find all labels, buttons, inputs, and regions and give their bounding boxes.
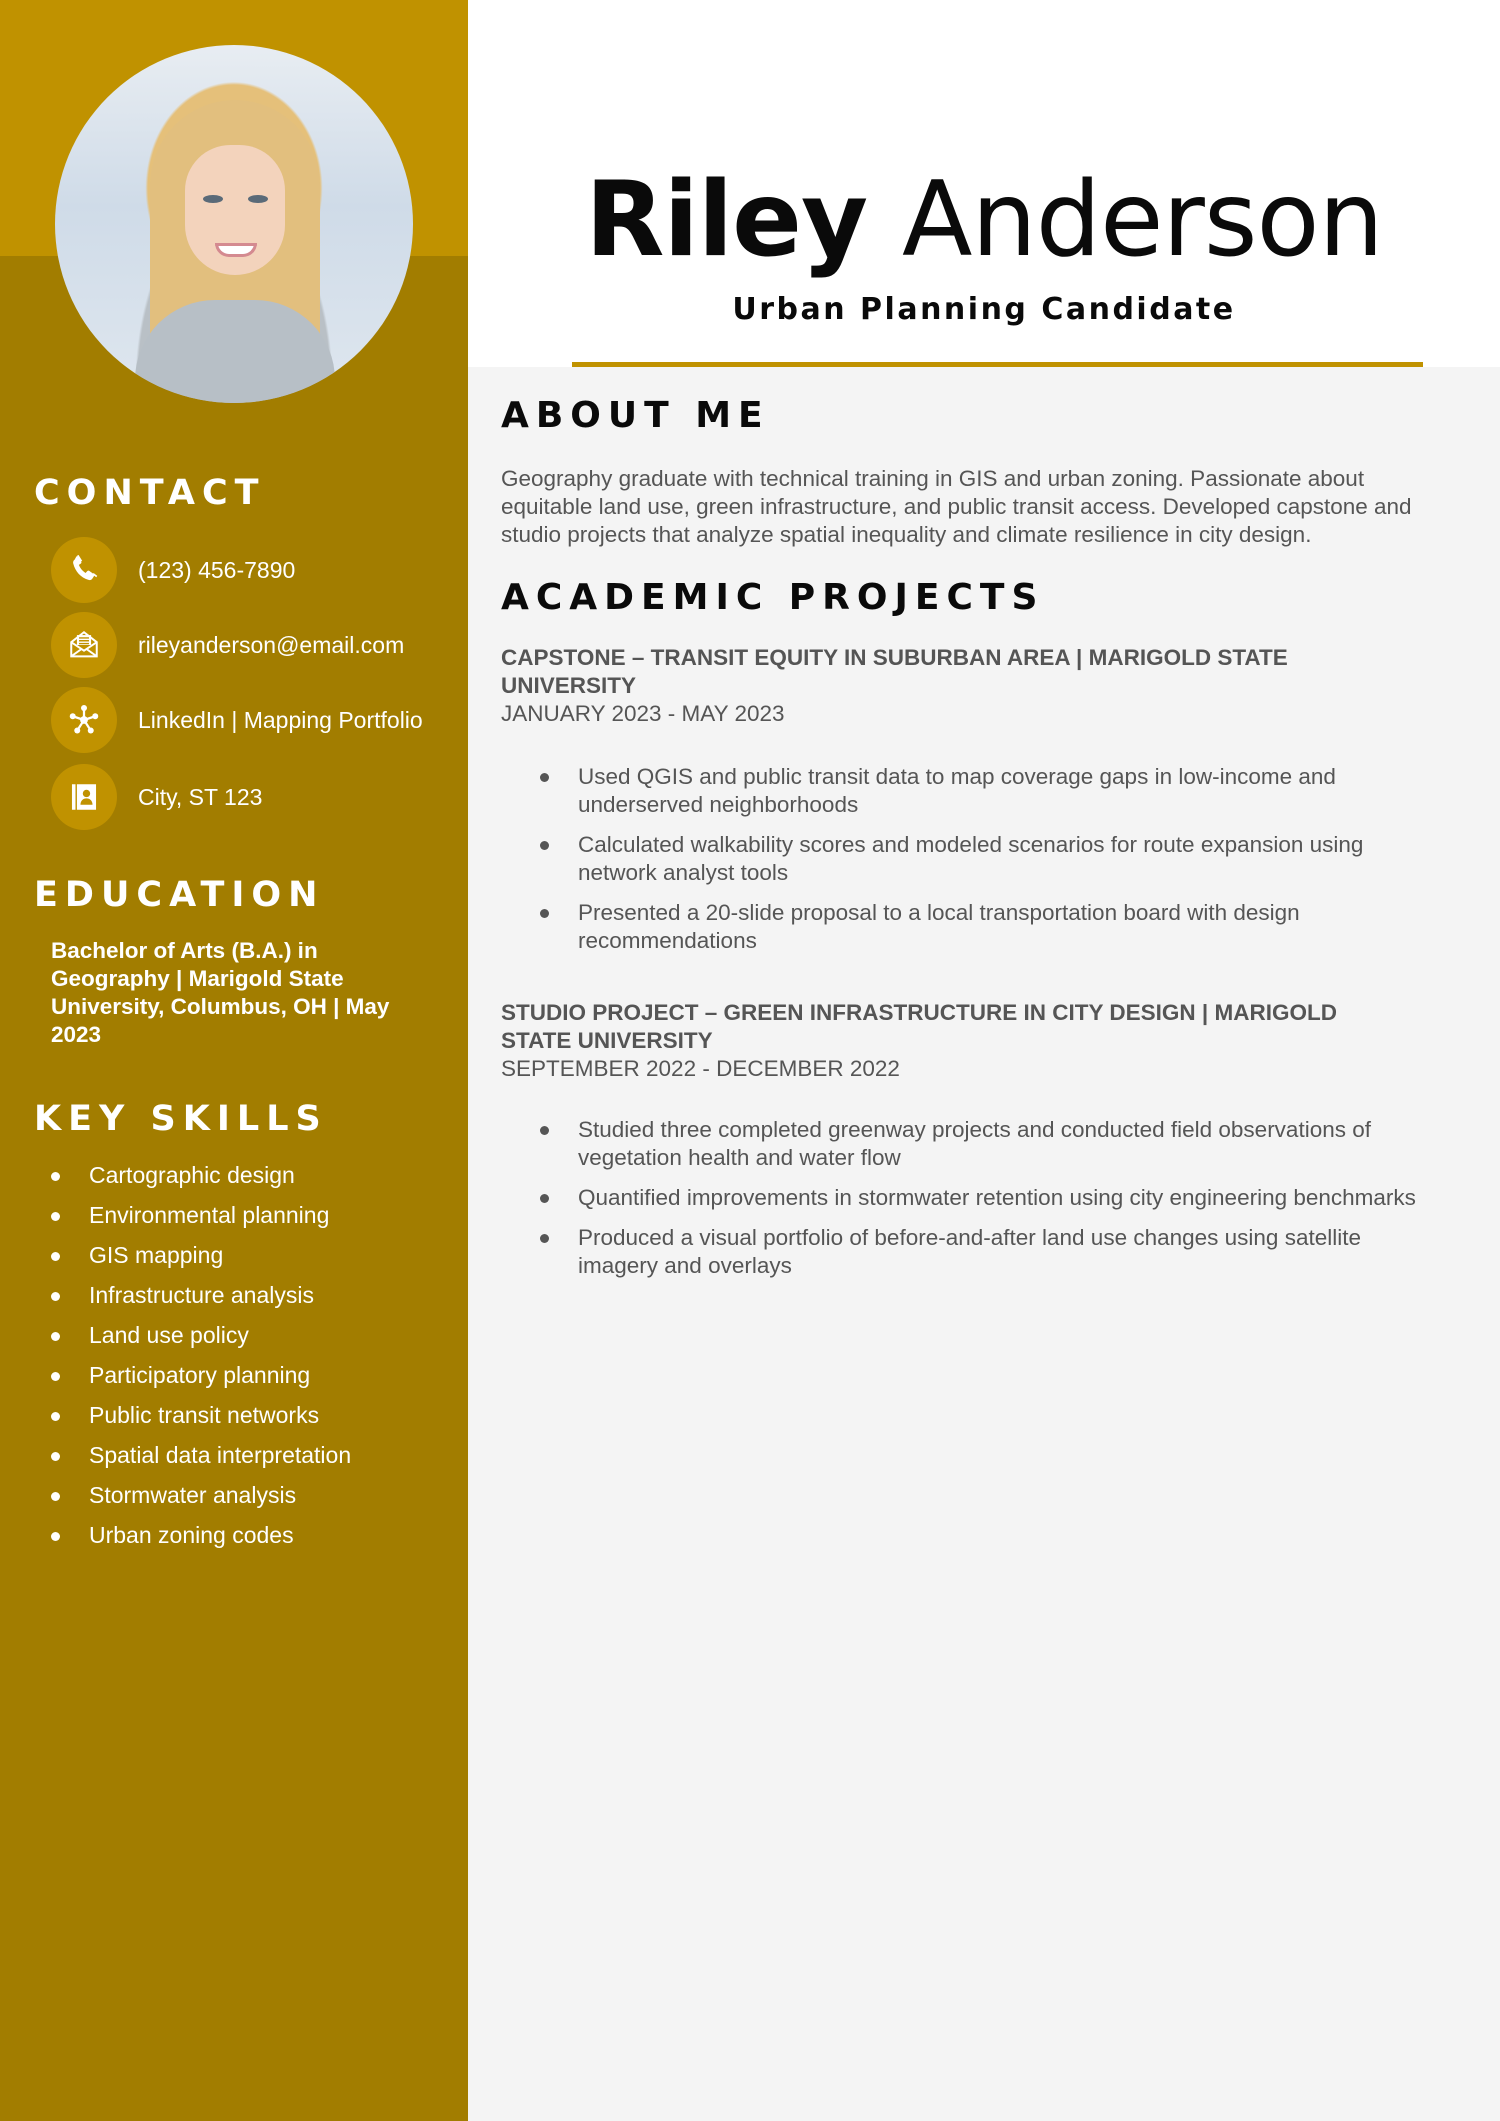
skill-item: Land use policy	[0, 1315, 351, 1355]
project-bullet: Used QGIS and public transit data to map coverage gaps in low-income and underserved neighborhoods	[501, 763, 1441, 819]
last-name: Anderson	[901, 160, 1383, 280]
photo-eye-left	[203, 195, 223, 203]
about-heading: ABOUT ME	[501, 395, 770, 436]
skill-item: Infrastructure analysis	[0, 1275, 351, 1315]
contact-address	[51, 764, 262, 830]
skill-item: Environmental planning	[0, 1195, 351, 1235]
address-book-icon	[51, 764, 117, 830]
project-title: CAPSTONE – TRANSIT EQUITY IN SUBURBAN AREA | MARIGOLD STATE UNIVERSITY	[501, 645, 1288, 698]
project-date: JANUARY 2023 - MAY 2023	[501, 701, 785, 726]
education-heading: EDUCATION	[34, 875, 325, 915]
project-bullet: Presented a 20-slide proposal to a local transportation board with design recommendations	[501, 899, 1441, 955]
contact-links-text[interactable]: LinkedIn | Mapping Portfolio	[138, 706, 423, 733]
skill-item: Stormwater analysis	[0, 1475, 351, 1515]
candidate-title: Urban Planning Candidate	[732, 292, 1236, 327]
contact-phone-text: (123) 456-7890	[138, 556, 296, 583]
about-text: Geography graduate with technical training in GIS and urban zoning. Passionate about equitable land use, green infrastructure, and public transit access. Developed capstone and studio projects that analyze spatial inequality and climate resilience in city design.	[501, 466, 1412, 547]
project-bullet: Quantified improvements in stormwater retention using city engineering benchmarks	[501, 1184, 1441, 1212]
profile-photo	[55, 45, 413, 403]
contact-heading: CONTACT	[34, 473, 266, 513]
project-bullets	[501, 1116, 1441, 1292]
contact-links[interactable]	[51, 687, 423, 753]
project-bullets	[501, 763, 1441, 967]
sidebar	[0, 0, 468, 2121]
skill-item: Urban zoning codes	[0, 1515, 351, 1555]
skill-item: Spatial data interpretation	[0, 1435, 351, 1475]
skills-list	[0, 1155, 351, 1555]
skill-item: Cartographic design	[0, 1155, 351, 1195]
contact-address-text: City, ST 123	[138, 783, 263, 810]
resume-header	[468, 0, 1500, 367]
envelope-icon	[51, 612, 117, 678]
education-entry: Bachelor of Arts (B.A.) in Geography | Marigold State University, Columbus, OH | May 2023	[51, 938, 390, 1047]
project-bullet: Calculated walkability scores and modeled scenarios for route expansion using network analyst tools	[501, 831, 1441, 887]
project-date: SEPTEMBER 2022 - DECEMBER 2022	[501, 1056, 900, 1081]
network-icon	[51, 687, 117, 753]
project-bullet: Produced a visual portfolio of before-and-after land use changes using satellite imagery and overlays	[501, 1224, 1441, 1280]
contact-email[interactable]	[51, 612, 404, 678]
header-divider	[572, 362, 1423, 367]
first-name: Riley	[585, 160, 868, 280]
phone-icon	[51, 537, 117, 603]
skill-item: Participatory planning	[0, 1355, 351, 1395]
photo-eye-right	[248, 195, 268, 203]
candidate-name	[468, 160, 1500, 280]
skill-item: Public transit networks	[0, 1395, 351, 1435]
skill-item: GIS mapping	[0, 1235, 351, 1275]
project-title: STUDIO PROJECT – GREEN INFRASTRUCTURE IN CITY DESIGN | MARIGOLD STATE UNIVERSITY	[501, 1000, 1337, 1053]
project-bullet: Studied three completed greenway projects and conducted field observations of vegetation health and water flow	[501, 1116, 1441, 1172]
contact-phone	[51, 537, 295, 603]
contact-email-text[interactable]: rileyanderson@email.com	[138, 631, 405, 658]
projects-heading: ACADEMIC PROJECTS	[501, 577, 1045, 618]
skills-heading: KEY SKILLS	[34, 1099, 328, 1139]
